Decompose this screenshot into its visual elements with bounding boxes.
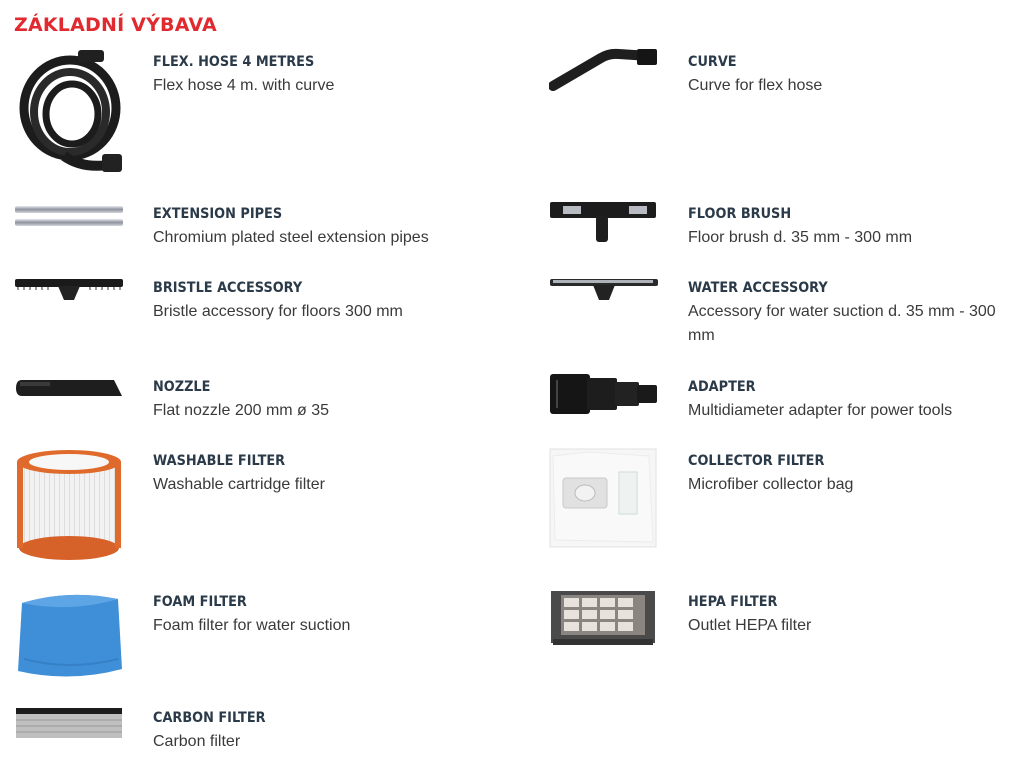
item-description: Chromium plated steel extension pipes bbox=[153, 229, 429, 246]
item-title: CARBON FILTER bbox=[153, 710, 266, 726]
item-title: NOZZLE bbox=[153, 379, 211, 395]
item-description: Washable cartridge filter bbox=[153, 476, 325, 493]
item-description: Foam filter for water suction bbox=[153, 617, 351, 634]
item-title: FLEX. HOSE 4 METRES bbox=[153, 54, 315, 70]
washable-filter-icon bbox=[14, 448, 124, 564]
item-title: FLOOR BRUSH bbox=[688, 206, 792, 222]
item-description: Carbon filter bbox=[153, 733, 241, 750]
hepa-filter-icon bbox=[549, 589, 659, 647]
item-description: Accessory for water suction d. 35 mm - 300 mm bbox=[688, 303, 996, 344]
item-description: Bristle accessory for floors 300 mm bbox=[153, 303, 403, 320]
item-title: ADAPTER bbox=[688, 379, 756, 395]
item-title: WASHABLE FILTER bbox=[153, 453, 286, 469]
water-accessory-icon bbox=[549, 276, 659, 306]
item-title: EXTENSION PIPES bbox=[153, 206, 283, 222]
item-title: CURVE bbox=[688, 54, 737, 70]
item-title: WATER ACCESSORY bbox=[688, 280, 828, 296]
section-heading: ZÁKLADNÍ VÝBAVA bbox=[14, 14, 217, 36]
adapter-icon bbox=[549, 372, 659, 416]
curve-icon bbox=[549, 44, 661, 94]
carbon-filter-icon bbox=[14, 706, 124, 742]
floor-brush-icon bbox=[549, 200, 659, 246]
bristle-accessory-icon bbox=[14, 276, 124, 306]
item-description: Multidiameter adapter for power tools bbox=[688, 402, 953, 419]
item-description: Microfiber collector bag bbox=[688, 476, 854, 493]
extension-pipes-icon bbox=[14, 203, 124, 231]
item-title: BRISTLE ACCESSORY bbox=[153, 280, 303, 296]
item-title: FOAM FILTER bbox=[153, 594, 247, 610]
collector-filter-icon bbox=[549, 448, 659, 548]
item-description: Floor brush d. 35 mm - 300 mm bbox=[688, 229, 913, 246]
item-description: Outlet HEPA filter bbox=[688, 617, 812, 634]
foam-filter-icon bbox=[14, 589, 124, 681]
flex-hose-icon bbox=[14, 48, 126, 178]
item-description: Curve for flex hose bbox=[688, 77, 823, 94]
item-title: HEPA FILTER bbox=[688, 594, 778, 610]
item-title: COLLECTOR FILTER bbox=[688, 453, 825, 469]
item-description: Flex hose 4 m. with curve bbox=[153, 77, 335, 94]
nozzle-icon bbox=[14, 374, 124, 404]
item-description: Flat nozzle 200 mm ø 35 bbox=[153, 402, 330, 419]
